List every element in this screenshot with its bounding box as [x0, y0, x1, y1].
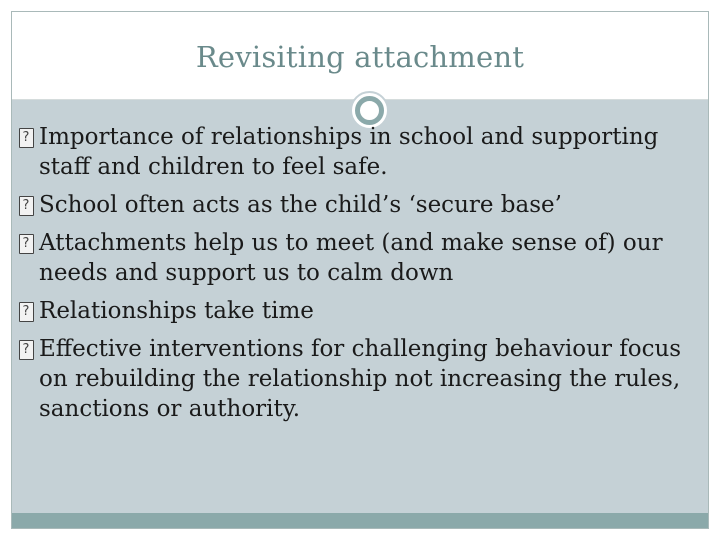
- bullet-item: [19, 190, 699, 220]
- missing-glyph-icon: [19, 302, 34, 322]
- bottom-accent-bar: [12, 513, 708, 528]
- bullet-text: Relationships take time: [39, 298, 314, 324]
- bullet-item: [19, 228, 699, 288]
- missing-glyph-icon: [19, 234, 34, 254]
- slide-title: Revisiting attachment: [195, 40, 525, 74]
- missing-glyph-icon: [19, 128, 34, 148]
- bullet-item: [19, 334, 699, 424]
- missing-glyph-icon: [19, 340, 34, 360]
- bullet-list: [19, 122, 699, 432]
- ring-inner: [355, 96, 384, 125]
- title-area: [12, 12, 708, 99]
- bullet-item: [19, 296, 699, 326]
- bullet-text: Attachments help us to meet (and make sense of) our needs and support us to calm down: [39, 230, 663, 286]
- missing-glyph-icon: [19, 196, 34, 216]
- bullet-text: Effective interventions for challenging behaviour focus on rebuilding the relationship not increasing the rules, sanctions or authority.: [39, 336, 682, 422]
- bullet-item: [19, 122, 699, 182]
- bullet-text: School often acts as the child’s ‘secure base’: [39, 192, 562, 218]
- bullet-text: Importance of relationships in school and supporting staff and children to feel safe.: [39, 124, 659, 180]
